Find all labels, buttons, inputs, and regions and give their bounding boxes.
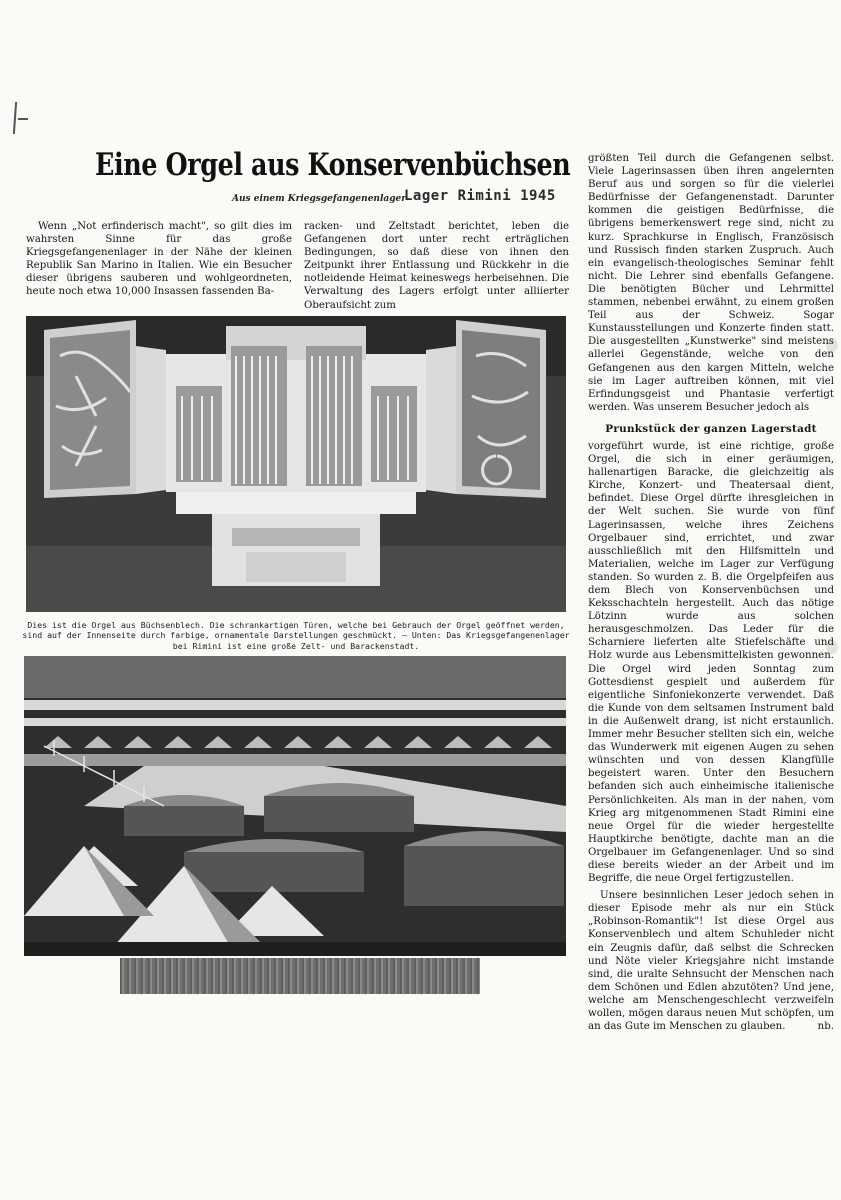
- column-3-paragraph-2: vorgeführt wurde, ist eine richtige, große Orgel, die sich in einer geräumigen, hallenartigen Baracke, die gleichzeitig als Kirche, Konzert- und Theatersaal dient, befindet. Diese Orgel dürfte ihresgleichen in der Welt suchen. Sie wurde von fünf Lagerinsassen, welche ihres Zeichens Orgelbauer sind, errichtet, und zwar ausschließlich mit den Hilfsmitteln und Materialien, welche im Lager zur Verfügung standen. So wurden z. B. die Orgelpfeifen aus dem Blech von Konservenbüchsen und Keksschachteln hergestellt. Auch das nötige Lötzinn wurde aus solchen herausgeschmolzen. Das Leder für die Scharniere lieferten alte Stiefelschäfte und Holz wurde aus Lebensmittelkisten gewonnen. Die Orgel wird jeden Sonntag zum Gottesdienst gespielt und außerdem für eigentliche Sinfoniekonzerte verwendet. Daß die Kunde von dem seltsamen Instrument bald in die Außenwelt drang, ist nicht erstaunlich. Immer mehr Besucher stellten sich ein, welche das Wunderwerk mit eigenen Augen zu sehen wünschten und von dessen Klangfülle begeistert waren. Unter den Besuchern befanden sich auch einheimische italienische Persönlichkeiten. Als man in der nahen, vom Krieg arg mitgenommenen Stadt Rimini eine neue Orgel für die wieder hergestellte Hauptkirche benötigte, dachte man an die Orgelbauer im Gefangenenlager. Und so sind diese bereits wieder an der Arbeit und im Begriffe, die neue Orgel fertigzustellen.: [588, 440, 834, 885]
- article-column-2: [304, 220, 569, 312]
- organ-photo: [26, 316, 566, 612]
- print-smudge: [120, 958, 480, 994]
- article-subline: Aus einem Kriegsgefangenenlager: [232, 194, 406, 204]
- article-column-1: [26, 220, 292, 299]
- photo-caption: Dies ist die Orgel aus Büchsenblech. Die schrankartigen Türen, welche bei Gebrauch der Orgel geöffnet werden, sind auf der Innenseite durch farbige, ornamentale Darstellungen geschmückt. — Unten: Das Kriegsgefangenenlager bei Rimini ist eine große Zelt- und Barackenstadt.: [22, 620, 570, 651]
- author-signoff: nb.: [817, 1021, 834, 1033]
- camp-photo-drawing: [24, 656, 566, 956]
- column-1-text: Wenn „Not erfinderisch macht", so gilt dies im wahrsten Sinne für das große Kriegsgefangenenlager in der Nähe der kleinen Republik San Marino in Italien. Wie ein Besucher dieser übrigens sauberen und wohlgeordneten, heute noch etwa 10,000 Insassen fassenden Ba-: [26, 221, 292, 298]
- column-3-subheading: Prunkstück der ganzen Lagerstadt: [605, 422, 817, 435]
- typewritten-stamp: Lager Rimini 1945: [404, 188, 556, 204]
- article-column-3: [588, 152, 834, 1033]
- camp-photo: [24, 656, 566, 956]
- margin-mark-tick: [18, 118, 28, 120]
- organ-photo-drawing: [26, 316, 566, 612]
- column-2-text: racken- und Zeltstadt berichtet, leben die Gefangenen dort unter recht erträglichen Bedingungen, so daß diese von ihnen den Zeitpunkt ihrer Entlassung und Rückkehr in die notleidende Heimat keineswegs herbeisehnen. Die Verwaltung des Lagers erfolgt unter alliierter Oberaufsicht zum: [304, 221, 569, 311]
- column-3-paragraph-3-text: Unsere besinnlichen Leser jedoch sehen in dieser Episode mehr als nur ein Stück „Robinson-Romantik"! Ist diese Orgel aus Konservenblech und altem Schuhleder nicht ein Zeugnis dafür, daß selbst die Schrecken und Nöte vieler Kriegsjahre nicht imstande sind, die uralte Sehnsucht der Menschen nach dem Schönen und Edlen abzutöten? Und jene, welche am Menschengeschlecht verzweifeln wollen, mögen daraus neuen Mut schöpfen, um an das Gute im Menschen zu glauben.: [588, 890, 834, 1033]
- article-headline: Eine Orgel aus Konservenbüchsen: [95, 147, 571, 183]
- margin-mark: [13, 102, 17, 134]
- column-3-paragraph-3: [588, 889, 834, 1033]
- column-3-paragraph-1: größten Teil durch die Gefangenen selbst. Viele Lagerinsassen üben ihren angelernten Beruf aus und sorgen so für die vielerlei Bedürfnisse der Gefangenenstadt. Darunter kommen die geistigen Bedürfnisse, die übrigens bemerkenswert rege sind, nicht zu kurz. Sprachkurse in Englisch, Französisch und Russisch finden starken Zuspruch. Auch ein evangelisch-theologisches Seminar fehlt nicht. Die Lehrer sind ebenfalls Gefangene. Die benötigten Bücher und Lehrmittel stammen, nebenbei erwähnt, zu einem großen Teil aus der Schweiz. Sogar Kunstausstellungen und Konzerte finden statt. Die ausgestellten „Kunstwerke" sind meistens allerlei Gegenstände, welche von den Gefangenen aus den kargen Mitteln, welche sie im Lager auftreiben können, mit viel Erfindungsgeist und Phantasie verfertigt werden. Was unserem Besucher jedoch als: [588, 153, 834, 413]
